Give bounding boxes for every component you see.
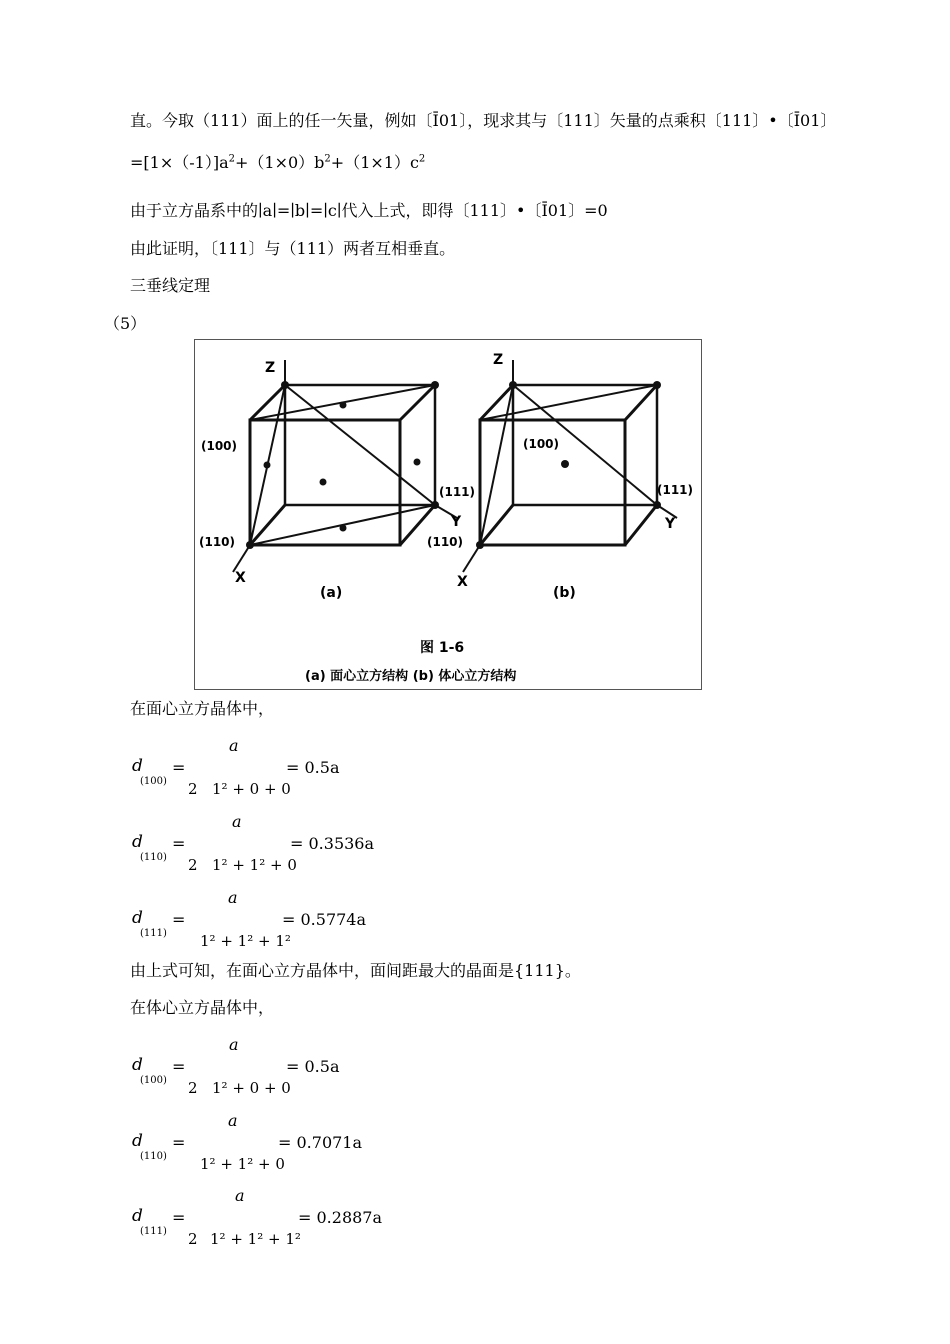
eq-sub: (110) [140,852,167,863]
fcc-x-label: X [235,570,246,586]
eq-numerator: a [229,1035,239,1054]
figure-caption: (a) 面心立方结构 (b) 体心立方结构 [305,669,517,684]
bcc-intro: 在体心立方晶体中， [130,998,275,1017]
bcc-label-111: (111) [657,483,694,497]
eq-coef: 2 [188,780,198,798]
text-line-theorem: 三垂线定理 [130,276,211,295]
eq-sub: (111) [140,928,167,939]
eq-denominator: 1² + 1² + 0 [212,856,297,874]
bcc-caption-b: (b) [553,585,576,601]
eq-d: d [132,1206,143,1226]
eq-d: d [132,1131,143,1151]
text-line-vector: 直。今取（111）面上的任一矢量，例如〔Ī01〕，现求其与〔111〕矢量的点乘积〔111〕•〔Ī01〕 [130,111,837,130]
fcc-label-111: (111) [439,485,476,499]
eq-denominator: 1² + 1² + 1² [210,1230,301,1248]
sup-b: 2 [324,153,331,165]
fcc-label-100: (100) [201,439,238,453]
eq-d: d [132,1055,143,1075]
eq-denominator: 1² + 1² + 0 [200,1155,285,1173]
fcc-y-label: Y [451,514,462,530]
eq-numerator: a [228,888,238,907]
eq-denominator: 1² + 1² + 1² [200,932,291,950]
eq-result: = 0.5a [286,758,340,777]
term-c: +（1×1）c [330,153,419,172]
eq-equals: = [172,834,186,853]
eq-numerator: a [235,1186,245,1205]
fcc-atoms [246,381,439,549]
eq-numerator: a [232,812,242,831]
sup-c: 2 [418,153,426,165]
bcc-atoms [476,381,661,549]
fcc-conclusion: 由上式可知，在面心立方晶体中，面间距最大的晶面是{111}。 [130,961,581,980]
eq-sub: (111) [140,1226,167,1237]
text-line-cubic: 由于立方晶系中的∣a∣=∣b∣=∣c∣代入上式，即得〔111〕•〔Ī01〕=0 [130,201,608,220]
eq-equals: = [172,758,186,777]
eq-equals: = [172,1057,186,1076]
eq-equals: = [172,910,186,929]
term-a: =[1×（-1）]a [130,153,229,172]
crystal-figure [194,339,702,690]
bcc-y-label: Y [665,516,676,532]
eq-denominator: 1² + 0 + 0 [212,780,291,798]
crystal-figure-svg [195,340,701,689]
eq-d: d [132,756,143,776]
figure-number: 图 1-6 [420,640,465,656]
eq-numerator: a [228,1111,238,1130]
eq-result: = 0.7071a [278,1133,363,1152]
eq-result: = 0.3536a [290,834,375,853]
eq-sub: (100) [140,776,167,787]
eq-equals: = [172,1133,186,1152]
text-line-proof: 由此证明，〔111〕与（111）两者互相垂直。 [130,239,456,258]
bcc-x-label: X [457,574,468,590]
sup-a: 2 [228,153,235,165]
bcc-diagonals [463,360,677,572]
eq-d: d [132,832,143,852]
eq-result: = 0.5774a [282,910,367,929]
eq-coef: 2 [188,1230,198,1248]
eq-sub: (110) [140,1151,167,1162]
term-b: +（1×0）b [234,153,325,172]
text-line-dot-product [130,150,425,173]
fcc-intro: 在面心立方晶体中， [130,699,275,718]
text-line-item5: （5） [104,314,147,333]
eq-denominator: 1² + 0 + 0 [212,1079,291,1097]
bcc-z-label: Z [493,352,504,368]
eq-d: d [132,908,143,928]
eq-result: = 0.2887a [298,1208,383,1227]
bcc-label-110: (110) [427,535,464,549]
eq-coef: 2 [188,1079,198,1097]
eq-numerator: a [229,736,239,755]
eq-sub: (100) [140,1075,167,1086]
fcc-caption-a: (a) [320,585,343,601]
eq-equals: = [172,1208,186,1227]
fcc-cube [250,385,435,545]
fcc-z-label: Z [265,360,276,376]
eq-coef: 2 [188,856,198,874]
fcc-label-110: (110) [199,535,236,549]
eq-result: = 0.5a [286,1057,340,1076]
bcc-label-100: (100) [523,437,560,451]
